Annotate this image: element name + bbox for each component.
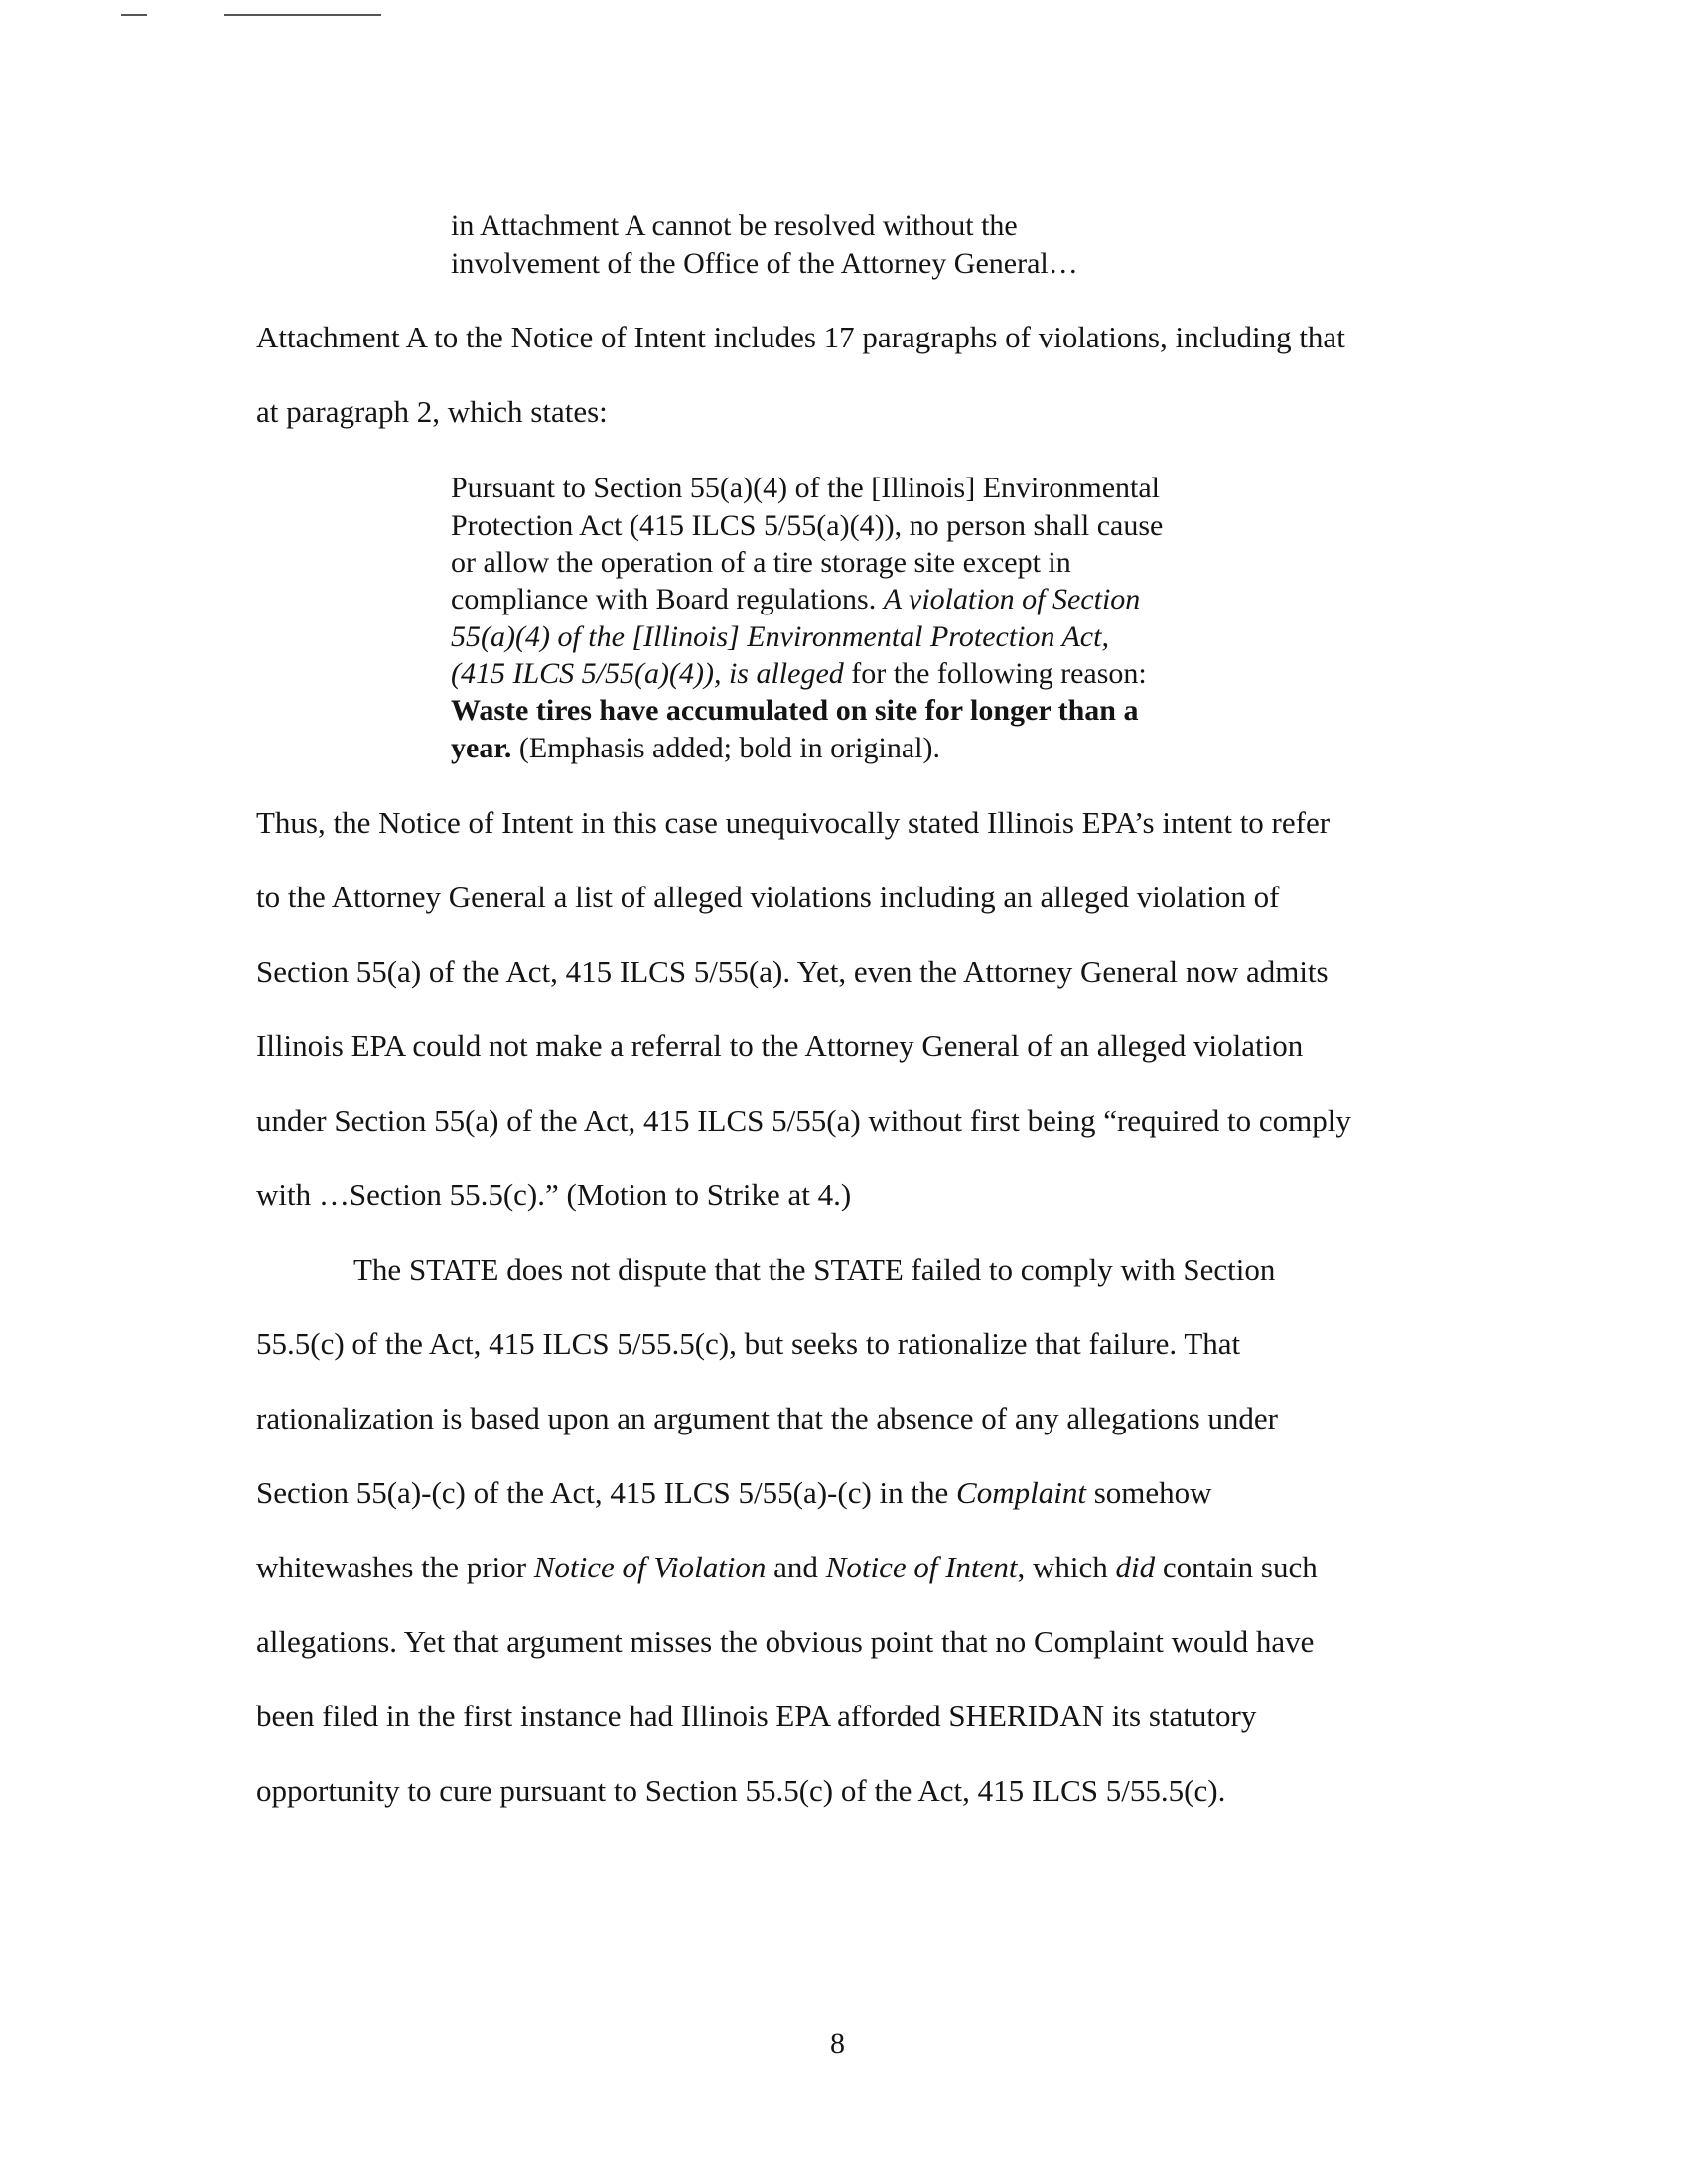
scan-artifact-short xyxy=(121,14,147,16)
block-quote-line-3: or allow the operation of a tire storage site except in xyxy=(451,546,1071,579)
paragraph-3-line-6: allegations. Yet that argument misses the obvious point that no Complaint would have xyxy=(256,1624,1315,1659)
top-quote-line-1: in Attachment A cannot be resolved without the xyxy=(451,209,1018,242)
paragraph-2-line-1: Thus, the Notice of Intent in this case unequivocally stated Illinois EPA’s intent to refer xyxy=(256,805,1331,840)
paragraph-3-line-5-a: whitewashes the prior xyxy=(256,1550,527,1584)
paragraph-2-line-6: with …Section 55.5(c).” (Motion to Strike at 4.) xyxy=(256,1177,852,1212)
paragraph-3-line-4-a: Section 55(a)-(c) of the Act, 415 ILCS 5/55(a)-(c) in the xyxy=(256,1475,949,1510)
paragraph-1-line-2: at paragraph 2, which states: xyxy=(256,394,608,429)
scan-artifact-long xyxy=(224,14,381,16)
block-quote-line-6 xyxy=(451,655,1147,693)
paragraph-3-line-4-c: somehow xyxy=(1093,1475,1212,1510)
paragraph-3-line-8: opportunity to cure pursuant to Section 55.5(c) of the Act, 415 ILCS 5/55.5(c). xyxy=(256,1773,1226,1808)
paragraph-3-line-5-notice-of-violation: Notice of Violation xyxy=(533,1550,767,1584)
block-quote-line-4-italic: A violation of Section xyxy=(883,583,1141,615)
paragraph-2-line-3: Section 55(a) of the Act, 415 ILCS 5/55(a). Yet, even the Attorney General now admits xyxy=(256,954,1329,989)
top-quote-line-2: involvement of the Office of the Attorney General… xyxy=(451,247,1078,280)
block-quote-line-2: Protection Act (415 ILCS 5/55(a)(4)), no person shall cause xyxy=(451,509,1164,542)
paragraph-3-line-5-g: contain such xyxy=(1162,1550,1318,1584)
block-quote-line-4 xyxy=(451,581,1140,618)
paragraph-3-line-2: 55.5(c) of the Act, 415 ILCS 5/55.5(c), but seeks to rationalize that failure. That xyxy=(256,1326,1241,1361)
paragraph-3-line-5 xyxy=(256,1549,1318,1586)
paragraph-3-line-7: been filed in the first instance had Illinois EPA afforded SHERIDAN its statutory xyxy=(256,1699,1257,1733)
page-number: 8 xyxy=(830,2027,845,2060)
block-quote-line-6-plain: for the following reason: xyxy=(851,657,1147,690)
block-quote-line-4-plain: compliance with Board regulations. xyxy=(451,583,877,615)
paragraph-2-line-5: under Section 55(a) of the Act, 415 ILCS 5/55(a) without first being “required to comply xyxy=(256,1103,1351,1138)
block-quote-line-8-bold: year. xyxy=(451,732,512,764)
block-quote-line-7: Waste tires have accumulated on site for longer than a xyxy=(451,694,1139,727)
paragraph-3-line-4 xyxy=(256,1474,1212,1512)
paragraph-3-line-5-e: , which xyxy=(1017,1550,1108,1584)
block-quote-line-5: 55(a)(4) of the [Illinois] Environmental Protection Act, xyxy=(451,620,1109,653)
block-quote-line-8-plain: (Emphasis added; bold in original). xyxy=(518,732,940,764)
paragraph-1-line-1: Attachment A to the Notice of Intent includes 17 paragraphs of violations, including that xyxy=(256,320,1345,354)
paragraph-3-line-5-did: did xyxy=(1115,1550,1156,1584)
paragraph-2-line-4: Illinois EPA could not make a referral to the Attorney General of an alleged violation xyxy=(256,1028,1304,1063)
paragraph-3-line-5-notice-of-intent: Notice of Intent xyxy=(825,1550,1018,1584)
paragraph-2-line-2: to the Attorney General a list of alleged violations including an alleged violation of xyxy=(256,880,1280,914)
paragraph-3-line-3: rationalization is based upon an argument that the absence of any allegations under xyxy=(256,1401,1278,1435)
paragraph-3-line-1: The STATE does not dispute that the STATE failed to comply with Section xyxy=(353,1252,1276,1287)
paragraph-3-line-4-complaint: Complaint xyxy=(956,1475,1086,1510)
block-quote-line-8 xyxy=(451,730,940,767)
paragraph-3-line-5-c: and xyxy=(773,1550,818,1584)
block-quote-line-6-italic: (415 ILCS 5/55(a)(4)), is alleged xyxy=(451,657,844,690)
block-quote-line-1: Pursuant to Section 55(a)(4) of the [Illinois] Environmental xyxy=(451,472,1161,504)
